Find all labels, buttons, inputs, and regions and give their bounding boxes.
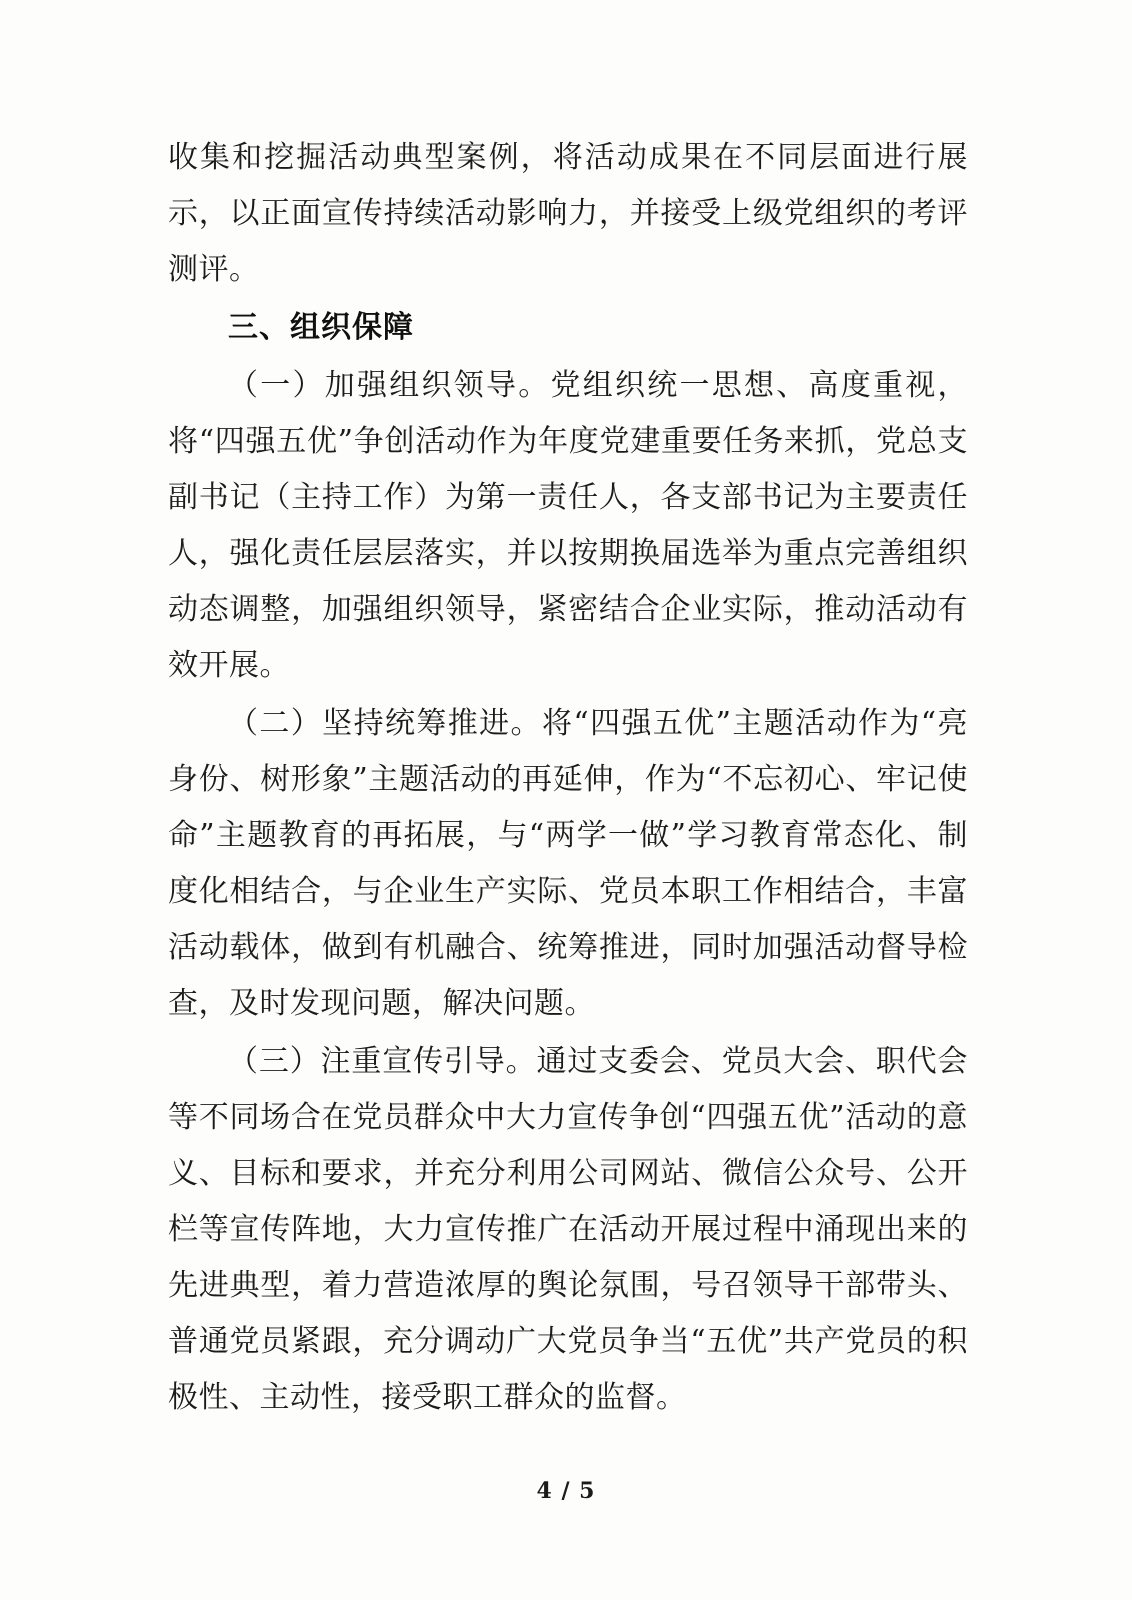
- document-body: [168, 130, 968, 1428]
- paragraph-publicity-guidance: （三）注重宣传引导。通过支委会、党员大会、职代会等不同场合在党员群众中大力宣传争创“四强五优”活动的意义、目标和要求，并充分利用公司网站、微信公众号、公开栏等宣传阵地，大力宣传推广在活动开展过程中涌现出来的先进典型，着力营造浓厚的舆论氛围，号召领导干部带头、普通党员紧跟，充分调动广大党员争当“五优”共产党员的积极性、主动性，接受职工群众的监督。: [168, 1044, 968, 1415]
- paragraph-strengthen-leadership: （一）加强组织领导。党组织统一思想、高度重视，将“四强五优”争创活动作为年度党建重要任务来抓，党总支副书记（主持工作）为第一责任人，各支部书记为主要责任人，强化责任层层落实，并以按期换届选举为重点完善组织动态调整，加强组织领导，紧密结合企业实际，推动活动有效开展。: [168, 368, 968, 683]
- paragraph-coordinated-advancement: （二）坚持统筹推进。将“四强五优”主题活动作为“亮身份、树形象”主题活动的再延伸，作为“不忘初心、牢记使命”主题教育的再拓展，与“两学一做”学习教育常态化、制度化相结合，与企业生产实际、党员本职工作相结合，丰富活动载体，做到有机融合、统筹推进，同时加强活动督导检查，及时发现问题，解决问题。: [168, 706, 968, 1021]
- paragraph-continuation: 收集和挖掘活动典型案例，将活动成果在不同层面进行展示，以正面宣传持续活动影响力，并接受上级党组织的考评测评。: [168, 140, 968, 287]
- page-number: 4 / 5: [536, 1478, 596, 1504]
- section-heading-organizational-guarantee: 三、组织保障: [228, 310, 414, 345]
